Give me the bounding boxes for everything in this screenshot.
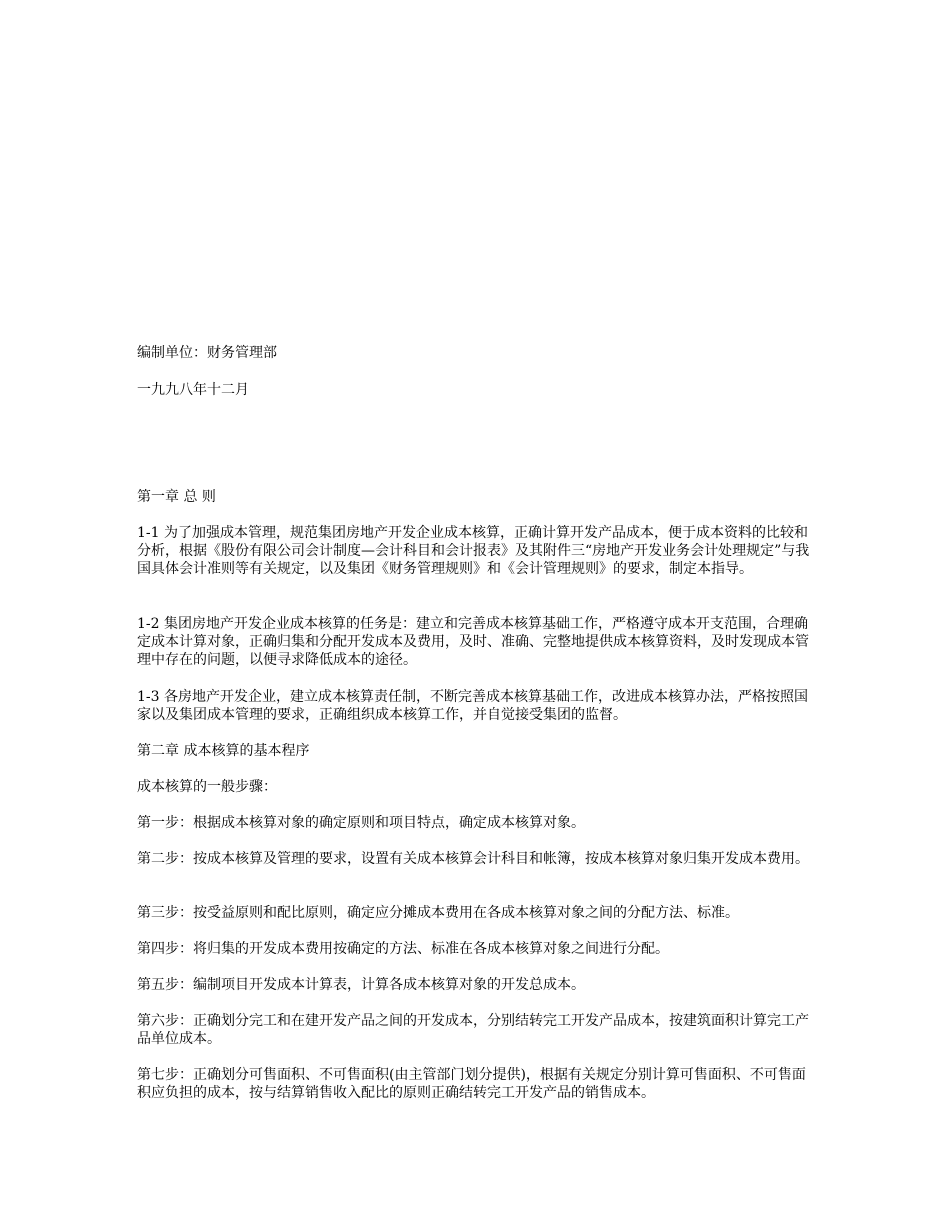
paragraph-1-1: 1-1 为了加强成本管理，规范集团房地产开发企业成本核算，正确计算开发产品成本，便于成本资料的比较和分析，根据《股份有限公司会计制度—会计科目和会计报表》及其附件三“房地产开发业务会计处理规定”与我国具体会计准则等有关规定，以及集团《财务管理规则》和《会计管理规则》的要求，制定本指导。: [137, 525, 810, 577]
step-3: 第三步：按受益原则和配比原则，确定应分摊成本费用在各成本核算对象之间的分配方法、标准。: [137, 905, 739, 921]
paragraph-1-2: 1-2 集团房地产开发企业成本核算的任务是：建立和完善成本核算基础工作，严格遵守成本开支范围，合理确定成本计算对象，正确归集和分配开发成本及费用，及时、准确、完整地提供成本核算资料，及时发现成本管理中存在的问题，以便寻求降低成本的途径。: [137, 616, 809, 668]
step-2: 第二步：按成本核算及管理的要求，设置有关成本核算会计科目和帐簿，按成本核算对象归集开发成本费用。: [137, 851, 809, 867]
step-5: 第五步：编制项目开发成本计算表，计算各成本核算对象的开发总成本。: [137, 977, 585, 993]
paragraph-1-3: 1-3 各房地产开发企业，建立成本核算责任制，不断完善成本核算基础工作，改进成本核算办法，严格按照国家以及集团成本管理的要求，正确组织成本核算工作，并自觉接受集团的监督。: [137, 689, 808, 723]
step-7: 第七步：正确划分可售面积、不可售面积(由主管部门划分提供)，根据有关规定分别计算可售面积、不可售面积应负担的成本，按与结算销售收入配比的原则正确结转完工开发产品的销售成本。: [137, 1067, 806, 1101]
chapter-2-title: 第二章 成本核算的基本程序: [137, 743, 310, 759]
chapter-1-title: 第一章 总 则: [137, 489, 216, 505]
date-line: 一九九八年十二月: [137, 382, 249, 398]
step-6: 第六步：正确划分完工和在建开发产品之间的开发成本，分别结转完工开发产品成本，按建筑面积计算完工产品单位成本。: [137, 1013, 809, 1047]
steps-intro: 成本核算的一般步骤：: [137, 779, 277, 795]
compiler-line: 编制单位：财务管理部: [137, 345, 277, 361]
step-4: 第四步：将归集的开发成本费用按确定的方法、标准在各成本核算对象之间进行分配。: [137, 941, 669, 957]
step-1: 第一步：根据成本核算对象的确定原则和项目特点，确定成本核算对象。: [137, 815, 585, 831]
